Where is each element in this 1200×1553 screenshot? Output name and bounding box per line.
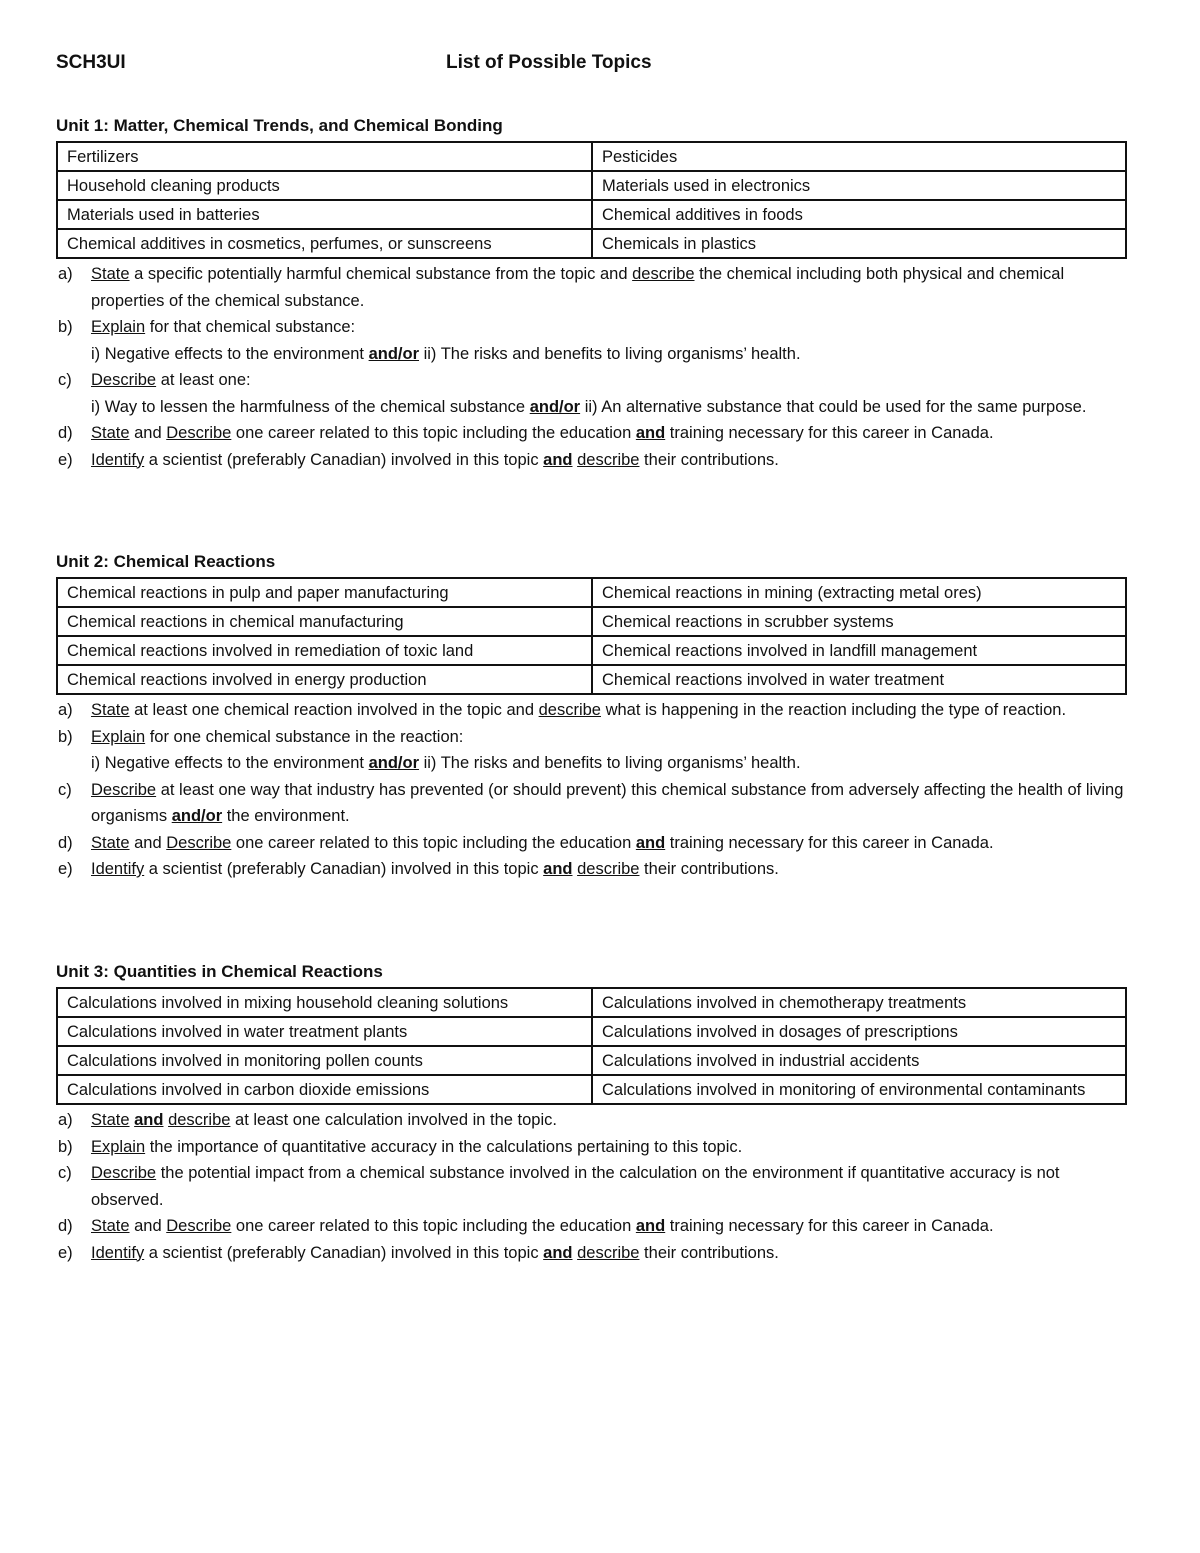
emphasis-word: and bbox=[134, 1111, 164, 1129]
task-text: ii) An alternative substance that could be used for the same purpose. bbox=[580, 397, 1087, 416]
emphasis-word: and bbox=[543, 860, 573, 878]
list-marker: c) bbox=[58, 371, 72, 389]
task-text: at least one way that industry has prevented (or should prevent) this chemical substance from adversely affecting the health of living organisms bbox=[91, 780, 1124, 825]
directive-word: State bbox=[91, 1217, 130, 1235]
unit-heading: Unit 2: Chemical Reactions bbox=[56, 552, 276, 571]
task-text: i) Negative effects to the environment bbox=[91, 754, 369, 772]
list-item bbox=[56, 261, 1131, 314]
table-cell: Chemical reactions involved in water treatment bbox=[592, 665, 1126, 694]
emphasis-word: and/or bbox=[368, 344, 420, 363]
unit-3-section bbox=[56, 960, 1131, 1266]
table-row bbox=[57, 636, 1126, 665]
directive-word: describe bbox=[168, 1111, 231, 1129]
list-item bbox=[56, 1213, 1131, 1240]
emphasis-word: and/or bbox=[529, 397, 581, 416]
emphasis-word: and bbox=[635, 833, 666, 852]
directive-word: describe bbox=[577, 860, 640, 878]
list-item bbox=[56, 830, 1131, 857]
table-row bbox=[57, 988, 1126, 1017]
table-cell: Materials used in electronics bbox=[592, 171, 1126, 200]
task-text: at least one calculation involved in the topic. bbox=[230, 1111, 557, 1129]
list-marker: e) bbox=[58, 860, 73, 878]
table-cell: Calculations involved in industrial accidents bbox=[592, 1046, 1126, 1075]
list-item bbox=[56, 367, 1131, 420]
document-title: List of Possible Topics bbox=[446, 52, 652, 73]
list-marker: b) bbox=[58, 318, 73, 336]
task-text: one career related to this topic including the education bbox=[231, 833, 636, 852]
table-cell: Chemical reactions involved in energy production bbox=[57, 665, 592, 694]
list-marker: e) bbox=[58, 450, 73, 469]
directive-word: Identify bbox=[91, 860, 145, 878]
directive-word: Describe bbox=[91, 780, 157, 799]
task-text: the environment. bbox=[222, 807, 350, 825]
task-text: at least one chemical reaction involved in the topic and bbox=[129, 701, 539, 719]
topics-table bbox=[56, 141, 1127, 259]
task-text: their contributions. bbox=[639, 1243, 779, 1262]
task-text: i) Negative effects to the environment bbox=[91, 344, 369, 363]
table-cell: Calculations involved in carbon dioxide emissions bbox=[57, 1075, 592, 1104]
unit-heading: Unit 1: Matter, Chemical Trends, and Chemical Bonding bbox=[56, 116, 503, 135]
unit-2-section bbox=[56, 550, 1131, 883]
list-item bbox=[56, 697, 1131, 724]
course-code: SCH3UI bbox=[56, 52, 126, 73]
task-text: training necessary for this career in Canada. bbox=[665, 833, 994, 852]
table-row bbox=[57, 665, 1126, 694]
table-cell: Chemical reactions in pulp and paper manufacturing bbox=[57, 578, 592, 607]
task-text: for one chemical substance in the reaction: bbox=[145, 727, 464, 746]
directive-word: describe bbox=[577, 450, 640, 469]
list-item bbox=[56, 1240, 1131, 1267]
topics-table bbox=[56, 987, 1127, 1105]
emphasis-word: and bbox=[635, 1217, 666, 1235]
list-marker: a) bbox=[58, 265, 73, 283]
list-item bbox=[56, 420, 1131, 447]
emphasis-word: and/or bbox=[368, 754, 420, 772]
table-cell: Calculations involved in monitoring of environmental contaminants bbox=[592, 1075, 1126, 1104]
emphasis-word: and bbox=[543, 450, 573, 469]
list-marker: a) bbox=[58, 1111, 73, 1129]
list-item bbox=[56, 1107, 1131, 1134]
list-item bbox=[56, 1134, 1131, 1161]
list-marker: c) bbox=[58, 780, 72, 799]
table-cell: Chemical reactions in mining (extracting metal ores) bbox=[592, 578, 1126, 607]
table-row bbox=[57, 142, 1126, 171]
directive-word: Describe bbox=[91, 1164, 157, 1182]
list-item bbox=[56, 856, 1131, 883]
task-text: what is happening in the reaction including the type of reaction. bbox=[600, 701, 1067, 719]
table-cell: Household cleaning products bbox=[57, 171, 592, 200]
task-text: training necessary for this career in Canada. bbox=[665, 1217, 994, 1235]
directive-word: State bbox=[91, 701, 130, 719]
task-text: the potential impact from a chemical substance involved in the calculation on the environment if quantitative accuracy is not observed. bbox=[91, 1164, 1060, 1209]
table-cell: Calculations involved in dosages of prescriptions bbox=[592, 1017, 1126, 1046]
task-text: a scientist (preferably Canadian) involved in this topic bbox=[144, 1243, 544, 1262]
list-item bbox=[56, 314, 1131, 367]
task-text: for that chemical substance: bbox=[145, 318, 356, 336]
task-list bbox=[56, 1107, 1131, 1266]
list-marker: d) bbox=[58, 833, 73, 852]
task-text: a scientist (preferably Canadian) involved in this topic bbox=[144, 860, 544, 878]
emphasis-word: and bbox=[635, 424, 666, 442]
directive-word: Describe bbox=[166, 1217, 232, 1235]
emphasis-word: and bbox=[543, 1243, 573, 1262]
table-cell: Chemical reactions in chemical manufacturing bbox=[57, 607, 592, 636]
table-row bbox=[57, 1017, 1126, 1046]
task-text: a specific potentially harmful chemical substance from the topic and bbox=[129, 265, 633, 283]
table-cell: Pesticides bbox=[592, 142, 1126, 171]
directive-word: describe bbox=[538, 701, 601, 719]
task-text: the chemical including both physical and chemical properties of the chemical substance. bbox=[91, 265, 1065, 310]
directive-word: State bbox=[91, 265, 130, 283]
table-cell: Chemical reactions in scrubber systems bbox=[592, 607, 1126, 636]
list-marker: c) bbox=[58, 1164, 72, 1182]
task-text: training necessary for this career in Canada. bbox=[665, 424, 994, 442]
directive-word: describe bbox=[577, 1243, 640, 1262]
task-text: a scientist (preferably Canadian) involved in this topic bbox=[144, 450, 544, 469]
table-cell: Calculations involved in mixing household cleaning solutions bbox=[57, 988, 592, 1017]
table-cell: Chemical reactions involved in landfill management bbox=[592, 636, 1126, 665]
directive-word: Explain bbox=[91, 1137, 146, 1156]
list-item bbox=[56, 724, 1131, 777]
task-text: their contributions. bbox=[639, 450, 779, 469]
task-text: ii) The risks and benefits to living organisms’ health. bbox=[419, 344, 801, 363]
list-marker: d) bbox=[58, 1217, 73, 1235]
task-text: one career related to this topic including the education bbox=[231, 1217, 636, 1235]
table-cell: Chemicals in plastics bbox=[592, 229, 1126, 258]
table-cell: Calculations involved in chemotherapy treatments bbox=[592, 988, 1126, 1017]
task-text: and bbox=[129, 424, 167, 442]
table-cell: Calculations involved in water treatment plants bbox=[57, 1017, 592, 1046]
table-cell: Calculations involved in monitoring pollen counts bbox=[57, 1046, 592, 1075]
table-cell: Fertilizers bbox=[57, 142, 592, 171]
table-cell: Chemical additives in foods bbox=[592, 200, 1126, 229]
task-text: i) Way to lessen the harmfulness of the chemical substance bbox=[91, 397, 530, 416]
directive-word: describe bbox=[632, 265, 695, 283]
unit-1-section bbox=[56, 114, 1131, 473]
list-marker: b) bbox=[58, 1137, 73, 1156]
list-marker: a) bbox=[58, 701, 73, 719]
table-row bbox=[57, 229, 1126, 258]
unit-heading: Unit 3: Quantities in Chemical Reactions bbox=[56, 962, 383, 981]
table-cell: Chemical additives in cosmetics, perfumes, or sunscreens bbox=[57, 229, 592, 258]
table-cell: Materials used in batteries bbox=[57, 200, 592, 229]
list-item bbox=[56, 777, 1131, 830]
directive-word: Describe bbox=[166, 833, 232, 852]
directive-word: State bbox=[91, 424, 130, 442]
table-row bbox=[57, 607, 1126, 636]
task-text: one career related to this topic including the education bbox=[231, 424, 636, 442]
directive-word: Describe bbox=[91, 371, 157, 389]
task-text: and bbox=[129, 1217, 167, 1235]
topics-table bbox=[56, 577, 1127, 695]
list-marker: d) bbox=[58, 424, 73, 442]
list-marker: e) bbox=[58, 1243, 73, 1262]
task-text: at least one: bbox=[156, 371, 251, 389]
task-text: their contributions. bbox=[639, 860, 779, 878]
table-row bbox=[57, 578, 1126, 607]
directive-word: Identify bbox=[91, 450, 145, 469]
list-item bbox=[56, 1160, 1131, 1213]
task-list bbox=[56, 261, 1131, 473]
directive-word: Describe bbox=[166, 424, 232, 442]
table-row bbox=[57, 1075, 1126, 1104]
directive-word: State bbox=[91, 1111, 130, 1129]
table-row bbox=[57, 1046, 1126, 1075]
emphasis-word: and/or bbox=[171, 807, 223, 825]
directive-word: State bbox=[91, 833, 130, 852]
table-row bbox=[57, 200, 1126, 229]
task-list bbox=[56, 697, 1131, 883]
directive-word: Identify bbox=[91, 1243, 145, 1262]
list-marker: b) bbox=[58, 727, 73, 746]
list-item bbox=[56, 447, 1131, 474]
task-text: and bbox=[129, 833, 167, 852]
task-text: ii) The risks and benefits to living organisms’ health. bbox=[419, 754, 801, 772]
task-text: the importance of quantitative accuracy in the calculations pertaining to this topic. bbox=[145, 1137, 743, 1156]
document-header bbox=[56, 52, 1136, 78]
table-cell: Chemical reactions involved in remediation of toxic land bbox=[57, 636, 592, 665]
table-row bbox=[57, 171, 1126, 200]
directive-word: Explain bbox=[91, 318, 146, 336]
directive-word: Explain bbox=[91, 727, 146, 746]
